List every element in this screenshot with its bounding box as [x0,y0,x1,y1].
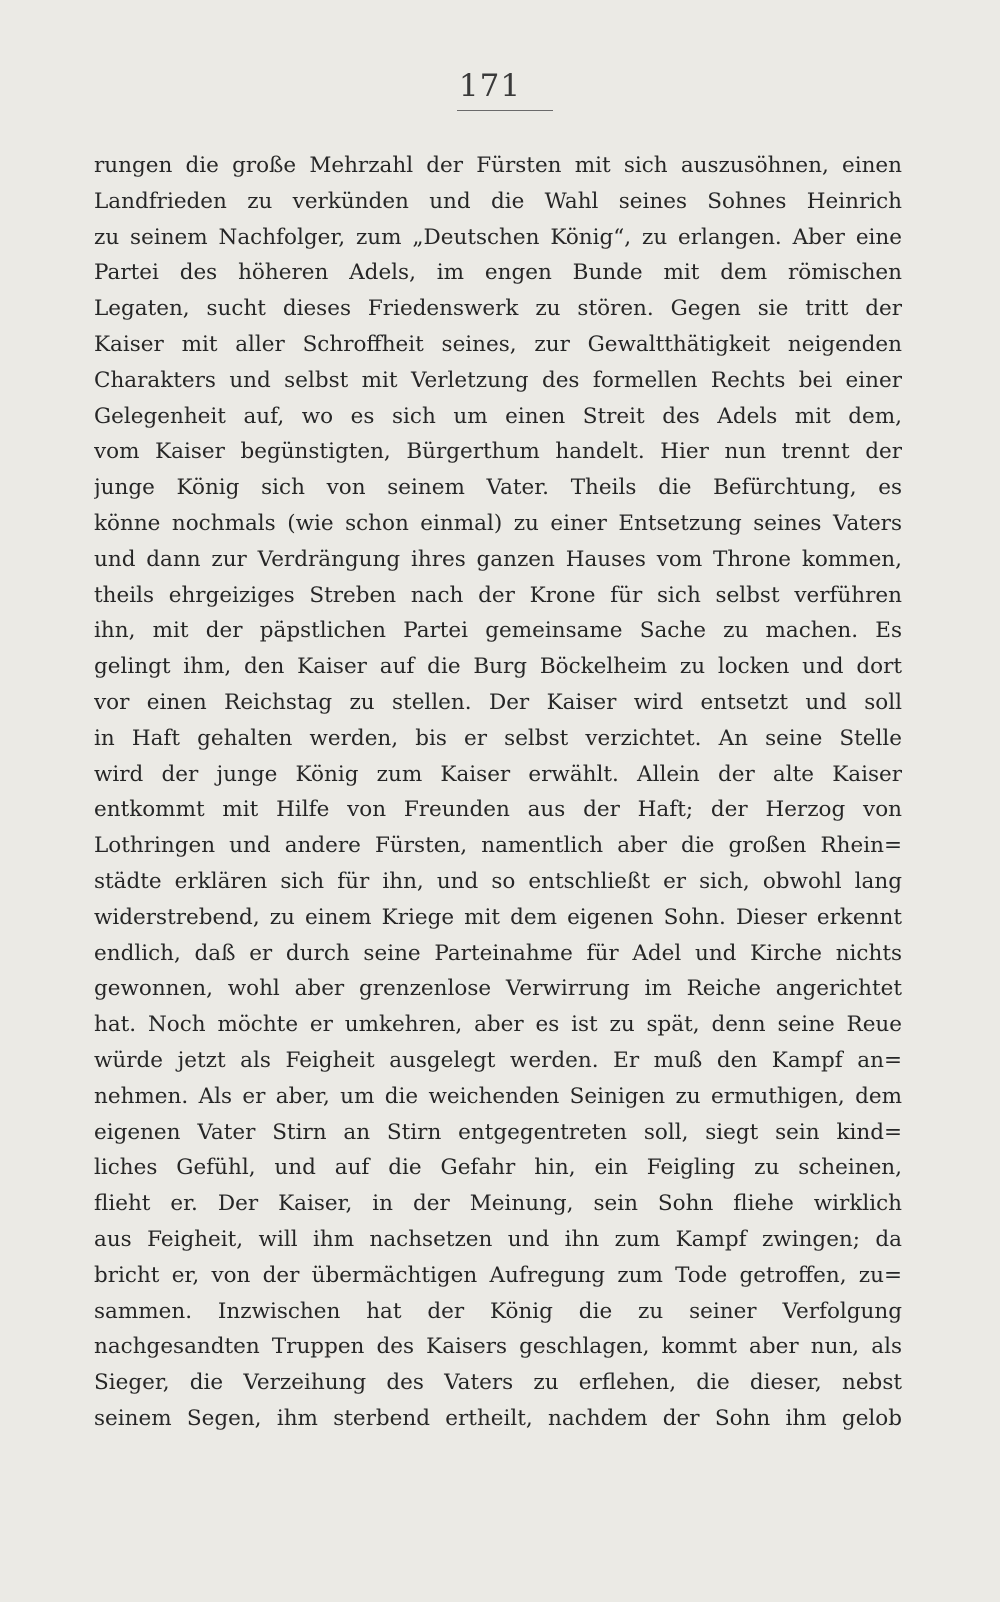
text-line: Legaten, sucht dieses Friedenswerk zu stören. Gegen sie tritt der [94,296,902,322]
text-line: würde jetzt als Feigheit ausgelegt werden. Er muß den Kampf an= [94,1047,902,1073]
text-line: und dann zur Verdrängung ihres ganzen Hauses vom Throne kommen, [94,546,902,572]
text-line: aus Feigheit, will ihm nachsetzen und ihn zum Kampf zwingen; da [94,1226,902,1252]
body-text [94,148,902,1437]
text-line: in Haft gehalten werden, bis er selbst verzichtet. An seine Stelle [94,725,902,751]
text-line: Gelegenheit auf, wo es sich um einen Streit des Adels mit dem, [94,403,902,429]
text-line: könne nochmals (wie schon einmal) zu einer Entsetzung seines Vaters [94,510,902,536]
text-line: gewonnen, wohl aber grenzenlose Verwirrung im Reiche angerichtet [94,976,902,1002]
text-line: wird der junge König zum Kaiser erwählt. Allein der alte Kaiser [94,761,902,787]
text-line: junge König sich von seinem Vater. Theils die Befürchtung, es [94,475,902,501]
text-line: endlich, daß er durch seine Parteinahme für Adel und Kirche nichts [94,940,902,966]
text-line: seinem Segen, ihm sterbend ertheilt, nachdem der Sohn ihm gelob [94,1405,902,1431]
text-line: rungen die große Mehrzahl der Fürsten mit sich auszusöhnen, einen [94,153,902,178]
text-line: städte erklären sich für ihn, und so entschließt er sich, obwohl lang [94,868,902,894]
text-line: bricht er, von der übermächtigen Aufregung zum Tode getroffen, zu= [94,1262,902,1288]
text-line: Lothringen und andere Fürsten, namentlich aber die großen Rhein= [94,833,902,859]
text-line: gelingt ihm, den Kaiser auf die Burg Böckelheim zu locken und dort [94,654,902,680]
text-line: zu seinem Nachfolger, zum „Deutschen König“, zu erlangen. Aber eine [94,224,902,250]
text-line: vom Kaiser begünstigten, Bürgerthum handelt. Hier nun trennt der [94,439,902,465]
text-line: flieht er. Der Kaiser, in der Meinung, sein Sohn fliehe wirklich [94,1191,902,1217]
text-line: widerstrebend, zu einem Kriege mit dem eigenen Sohn. Dieser erkennt [94,904,902,930]
text-line: nehmen. Als er aber, um die weichenden Seinigen zu ermuthigen, dem [94,1083,902,1109]
text-line: Landfrieden zu verkünden und die Wahl seines Sohnes Heinrich [94,188,902,214]
text-line: liches Gefühl, und auf die Gefahr hin, ein Feigling zu scheinen, [94,1155,902,1181]
text-line: ihn, mit der päpstlichen Partei gemeinsame Sache zu machen. Es [94,618,902,644]
text-line: Sieger, die Verzeihung des Vaters zu erflehen, die dieser, nebst [94,1370,902,1396]
text-line: eigenen Vater Stirn an Stirn entgegentreten soll, siegt sein kind= [94,1119,902,1145]
text-line: nachgesandten Truppen des Kaisers geschlagen, kommt aber nun, als [94,1334,902,1360]
text-line: sammen. Inzwischen hat der König die zu seiner Verfolgung [94,1298,902,1324]
text-line: Kaiser mit aller Schroffheit seines, zur Gewaltthätigkeit neigenden [94,331,902,357]
text-line: Partei des höheren Adels, im engen Bunde mit dem römischen [94,260,902,286]
header-rule [457,110,553,111]
text-line: vor einen Reichstag zu stellen. Der Kaiser wird entsetzt und soll [94,689,902,715]
text-line: Charakters und selbst mit Verletzung des formellen Rechts bei einer [94,367,902,393]
text-line: hat. Noch möchte er umkehren, aber es ist zu spät, denn seine Reue [94,1012,902,1038]
text-line: entkommt mit Hilfe von Freunden aus der Haft; der Herzog von [94,797,902,823]
text-line: theils ehrgeiziges Streben nach der Krone für sich selbst verführen [94,582,902,608]
page-number: 171 [458,68,522,104]
